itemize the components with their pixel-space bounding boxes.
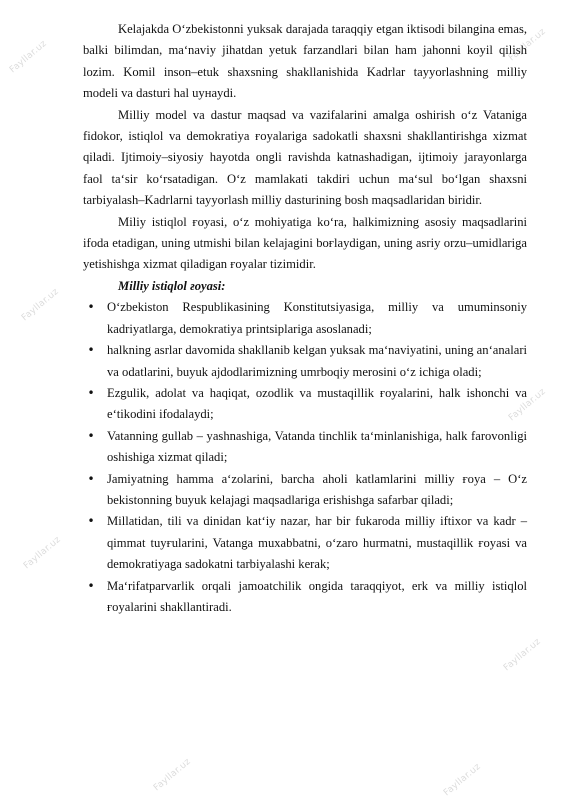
bullet-icon: • xyxy=(87,385,95,400)
list-item xyxy=(83,426,527,469)
bullet-list xyxy=(83,297,527,618)
list-item-text: O‘zbekiston Respublikasining Konstitutsiyasiga, milliy va umuminsoniy kadriyatlarga, demokratiya printsiplariga asoslanadi; xyxy=(107,300,527,336)
list-item xyxy=(83,576,527,619)
watermark: Fayllar.uz xyxy=(152,756,193,794)
bullet-icon: • xyxy=(87,428,95,443)
bullet-icon: • xyxy=(87,343,95,358)
paragraph-1: Kelajakda O‘zbekistonni yuksak darajada taraqqiy etgan iktisodi bilangina emas, balki bilimdan, ma‘naviy jihatdan yetuk farzandlari bilan ham jahonni koyil qilish lozim. Komil inson–etuk shaxsning shakllanishida Kadrlar tayyorlashning milliy modeli va dasturi hal uyнaydi. xyxy=(83,22,527,101)
watermark: Fayllar.uz xyxy=(507,26,548,64)
list-item-text: Millatidan, tili va dinidan kat‘iy nazar, har bir fukaroda milliy iftixor va kadr – qimmat tuyғularini, Vatanga muxabbatni, o‘zaro hurmatni, mustaqillik ғoyasi va demokratiyaga sadokatni tarbiyalashi kerak; xyxy=(107,514,527,572)
bullet-icon: • xyxy=(87,300,95,315)
list-item xyxy=(83,340,527,383)
watermark: Fayllar.uz xyxy=(22,534,63,572)
list-item-text: halkning asrlar davomida shakllanib kelgan yuksak ma‘naviyatini, uning an‘analari va odatlarini, buyuk ajdodlarimizning umrboqiy merosini o‘z ichiga oladi; xyxy=(107,343,528,379)
paragraph-2: Milliy model va dastur maqsad va vazifalarini amalga oshirish o‘z Vataniga fidokor, istiqlol va demokratiya ғoyalariga sadokatli shaxsni shakllantirishga xizmat qiladi. Ijtimoiy–siyosiy hayotda ongli ravishda katnashadigan, ijtimoiy jarayonlarga faol ta‘sir ko‘rsatadigan. O‘z mamlakati takdiri uchun ma‘sul bo‘lgan shaxsni tarbiyalash–Kadrlarni tayyorlash milliy dasturining bosh maqsadlaridan biridir. xyxy=(83,107,527,208)
section-heading: Milliy istiqlol ғoyasi: xyxy=(118,278,226,293)
document-body xyxy=(83,19,527,618)
paragraph-3: Miliy istiqlol ғoyasi, o‘z mohiyatiga ko‘ra, halkimizning asosiy maqsadlarini ifoda etadigan, uning utmishi bilan kelajagini boғlaydigan, uning asriy orzu–umidlariga yetishishga xizmat qiladigan ғoyalar tizimidir. xyxy=(83,214,527,272)
list-item-text: Ezgulik, adolat va haqiqat, ozodlik va mustaqillik ғoyalarini, halk ishonchi va e‘tikodini ifodalaydi; xyxy=(107,385,527,422)
bullet-icon: • xyxy=(87,471,95,486)
list-item xyxy=(83,383,527,426)
watermark: Fayllar.uz xyxy=(507,386,548,424)
list-item xyxy=(83,297,527,340)
list-item-text: Vatanning gullab – yashnashiga, Vatanda tinchlik ta‘minlanishiga, halk farovonligi oshishiga xizmat qiladi; xyxy=(107,428,527,465)
watermark: Fayllar.uz xyxy=(8,38,49,76)
watermark: Fayllar.uz xyxy=(20,286,61,324)
list-item xyxy=(83,469,527,512)
list-item xyxy=(83,511,527,575)
bullet-icon: • xyxy=(87,514,95,529)
watermark: Fayllar.uz xyxy=(502,636,543,674)
bullet-icon: • xyxy=(87,578,95,593)
watermark: Fayllar.uz xyxy=(442,761,483,799)
list-item-text: Ma‘rifatparvarlik orqali jamoatchilik ongida taraqqiyot, erk va milliy istiqlol ғoyalarini shakllantiradi. xyxy=(107,578,527,614)
list-item-text: Jamiyatning hamma a‘zolarini, barcha aholi katlamlarini milliy ғoya – O‘z bekistonning buyuk kelajagi maqsadlariga erishishga safarbar qiladi; xyxy=(107,471,527,507)
